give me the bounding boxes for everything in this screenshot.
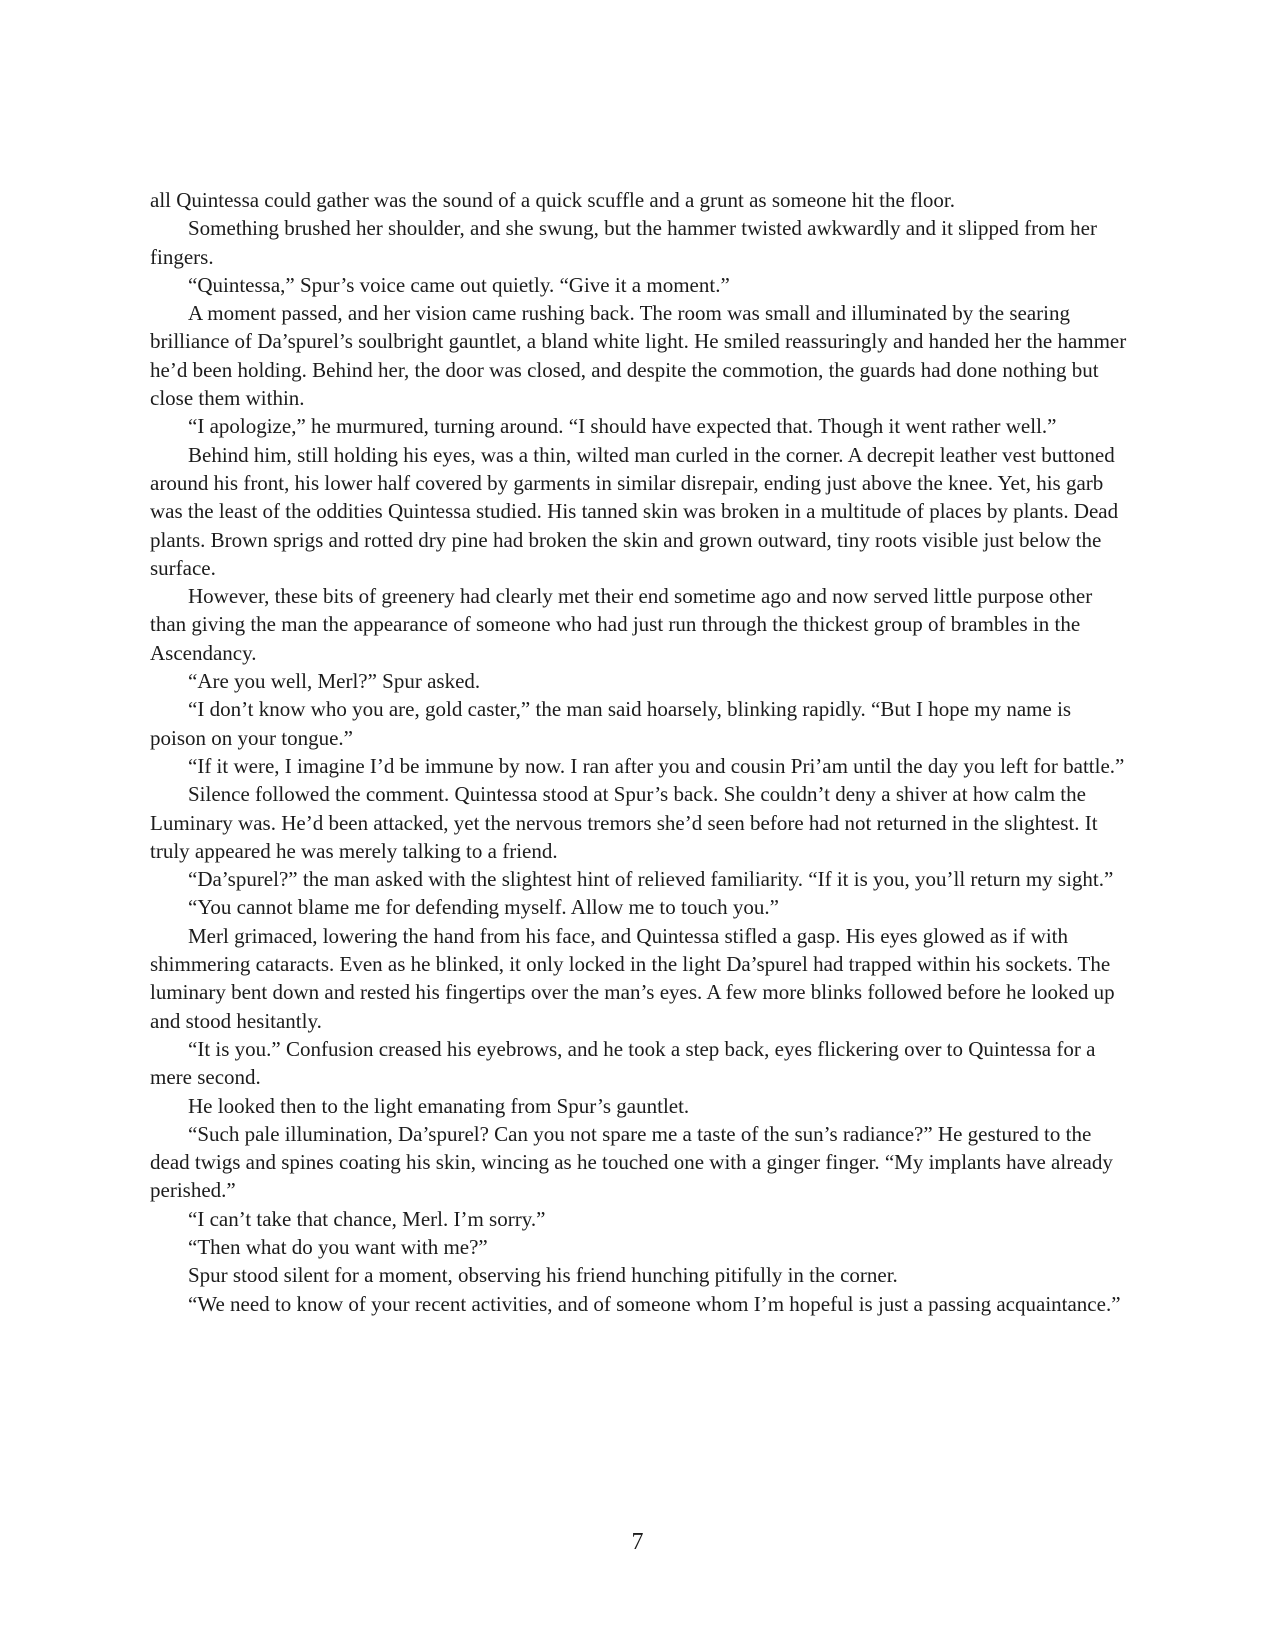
paragraph: “I don’t know who you are, gold caster,” the man said hoarsely, blinking rapidly. “But I hope my name is poison on your tongue.” — [150, 697, 1072, 750]
paragraph: “I apologize,” he murmured, turning around. “I should have expected that. Though it went rather well.” — [188, 414, 1057, 439]
paragraph: “You cannot blame me for defending myself. Allow me to touch you.” — [188, 895, 779, 920]
paragraph: “Are you well, Merl?” Spur asked. — [188, 669, 481, 694]
paragraph: “Such pale illumination, Da’spurel? Can you not spare me a taste of the sun’s radiance?” He gestured to the dead twigs and spines coating his skin, wincing as he touched one with a ginger finger. “My implants have already perished.” — [150, 1121, 1113, 1203]
paragraph: “I can’t take that chance, Merl. I’m sorry.” — [188, 1206, 546, 1231]
paragraph: “Quintessa,” Spur’s voice came out quietly. “Give it a moment.” — [188, 272, 730, 297]
paragraph: He looked then to the light emanating from Spur’s gauntlet. — [188, 1093, 690, 1118]
paragraph: “It is you.” Confusion creased his eyebrows, and he took a step back, eyes flickering over to Quintessa for a mere second. — [150, 1036, 1096, 1090]
paragraph: However, these bits of greenery had clearly met their end sometime ago and now served little purpose other than giving the man the appearance of someone who had just run through the thickest group of brambles in the Ascendancy. — [150, 584, 1093, 665]
paragraph: all Quintessa could gather was the sound of a quick scuffle and a grunt as someone hit the floor. — [150, 188, 955, 212]
paragraph: Behind him, still holding his eyes, was a thin, wilted man curled in the corner. A decrepit leather vest buttoned around his front, his lower half covered by garments in similar disrepair, ending just above the knee. Yet, his garb was the least of the oddities Quintessa studied. His tanned skin was broken in a multitude of places by plants. Dead plants. Brown sprigs and rotted dry pine had broken the skin and grown outward, tiny roots visible just below the surface. — [150, 442, 1119, 580]
paragraph: “We need to know of your recent activities, and of someone whom I’m hopeful is just a passing acquaintance.” — [188, 1291, 1121, 1316]
paragraph: “Da’spurel?” the man asked with the slightest hint of relieved familiarity. “If it is you, you’ll return my sight.” — [188, 867, 1114, 892]
paragraph: Spur stood silent for a moment, observing his friend hunching pitifully in the corner. — [188, 1263, 898, 1288]
paragraph: Merl grimaced, lowering the hand from his face, and Quintessa stifled a gasp. His eyes glowed as if with shimmering cataracts. Even as he blinked, it only locked in the light Da’spurel had trapped within his sockets. The luminary bent down and rested his fingertips over the man’s eyes. A few more blinks followed before he looked up and stood hesitantly. — [150, 923, 1115, 1033]
paragraph: Silence followed the comment. Quintessa stood at Spur’s back. She couldn’t deny a shiver at how calm the Luminary was. He’d been attacked, yet the nervous tremors she’d seen before had not returned in the slightest. It truly appeared he was merely talking to a friend. — [150, 782, 1098, 863]
paragraph: “Then what do you want with me?” — [188, 1234, 488, 1259]
paragraph: A moment passed, and her vision came rushing back. The room was small and illuminated by the searing brilliance of Da’spurel’s soulbright gauntlet, a bland white light. He smiled reassuringly and handed her the hammer he’d been holding. Behind her, the door was closed, and despite the commotion, the guards had done nothing but close them within. — [150, 301, 1127, 411]
page-number: 7 — [631, 1529, 644, 1555]
paragraph: Something brushed her shoulder, and she swung, but the hammer twisted awkwardly and it slipped from her fingers. — [150, 216, 1097, 269]
paragraph: “If it were, I imagine I’d be immune by now. I ran after you and cousin Pri’am until the day you left for battle.” — [188, 753, 1125, 778]
page-body — [150, 186, 1130, 1318]
